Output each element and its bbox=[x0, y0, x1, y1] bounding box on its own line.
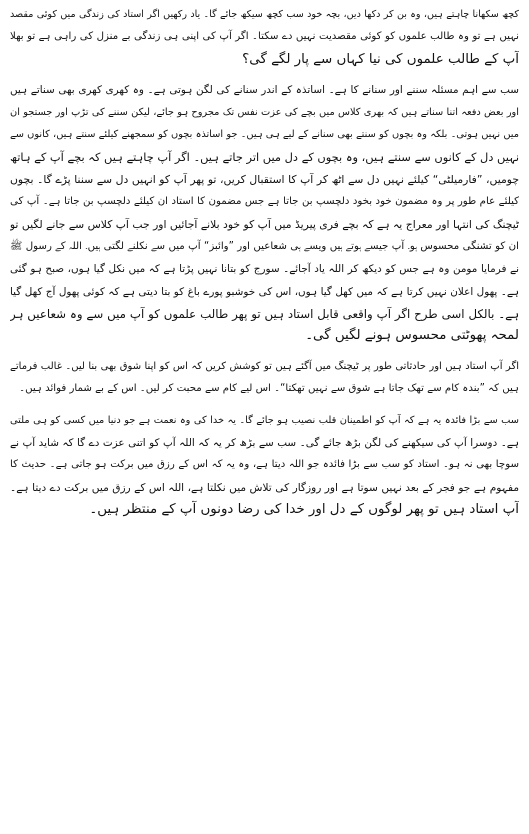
text-line: ان کو تشنگی محسوس ہو۔ آپ جیسے ہوتے ہیں ویسے ہی شعاعیں اور ”وائبز“ آپ میں سے نکلنے لگتی ہیں۔ اللہ کے رسول ﷺ bbox=[10, 240, 519, 252]
text-line: کیلئے عام طور پر وہ مضمون خود بخود دلچسپ بن جاتا ہے جس مضمون کا استاد ان کیلئے دلچسپ بن جاتا ہے۔ آپ کی bbox=[10, 196, 519, 208]
paragraph-1 bbox=[10, 4, 519, 71]
text-line: ہے۔ بالکل اسی طرح اگر آپ واقعی قابل استاد ہیں تو پھر طالب علموں کو آپ میں سے وہ شعاعیں ہر bbox=[10, 307, 519, 322]
text-line: نے فرمایا مومن وہ ہے جس کو دیکھ کر اللہ یاد آجائے۔ سورج کو بتانا نہیں پڑتا ہے کہ میں نکل گیا ہوں، صبح ہو گئی bbox=[10, 263, 519, 276]
text-line: سب سے اہم مسئلہ سننے اور سنانے کا ہے۔ اساتذہ کے اندر سنانے کی لگن ہوتی ہے۔ وہ کھری کھری بھی سناتے ہیں bbox=[10, 84, 519, 97]
text-line: کچھ سکھانا چاہتے ہیں، وہ بن کر دکھا دیں، بچہ خود سب کچھ سیکھ جائے گا۔ یاد رکھیں اگر استاد کی زندگی میں کوئی مقصد bbox=[10, 9, 519, 20]
text-line: لمحہ پھوٹتی محسوس ہونے لگیں گی۔ bbox=[305, 328, 519, 344]
text-line: میں نہیں ہوتی۔ بلکہ وہ بچوں کو سنتے بھی سنانے کے لیے ہی ہیں۔ جو اساتذہ بچوں کو سمجھنے کیلئے سنتے ہیں، کانوں سے bbox=[10, 128, 519, 140]
text-line: اگر آپ استاد ہیں اور حادثاتی طور پر ٹیچنگ میں آگئے ہیں تو کوشش کریں کہ اس کو اپنا شوق بھی بنا لیں۔ غالب فرماتے bbox=[10, 360, 519, 372]
text-line: چومیں، ”فارمیلٹی“ کیلئے نہیں دل سے اٹھ کر آپ کا استقبال کریں، تو پھر آپ کو انہیں دل سے سننا پڑے گا۔ بچوں bbox=[10, 172, 519, 186]
paragraph-2 bbox=[10, 79, 519, 348]
text-line: ہے۔ دوسرا آپ کی سیکھنے کی لگن بڑھ جائے گی۔ سب سے بڑھ کر یہ کہ اللہ آپ کو اتنی عزت دے گا کہ شاید آپ نے bbox=[10, 437, 519, 450]
text-line: مفہوم ہے جو فجر کے بعد نہیں سوتا ہے اور روزگار کی تلاش میں نکلتا ہے، اللہ اس کے رزق میں برکت دے دیتا ہے۔ bbox=[10, 481, 519, 494]
text-line: اور بعض دفعہ اتنا سناتے ہیں کہ بھری کلاس میں بچے کی عزت نفس تک مجروح ہو جائے، لیکن سننے کی تڑپ اور جستجو ان bbox=[10, 106, 519, 118]
text-line: سوچا بھی نہ ہو۔ استاد کو سب سے بڑا فائدہ جو اللہ دیتا ہے، وہ یہ کہ اس کے رزق میں برکت ہو جاتی ہے۔ حدیث کا bbox=[10, 459, 519, 471]
text-line: آپ استاد ہیں تو پھر لوگوں کے دل اور خدا کی رضا دونوں آپ کے منتظر ہیں۔ bbox=[89, 502, 519, 518]
paragraph-3 bbox=[10, 356, 519, 401]
text-line: ہیں کہ ”بندہ کام سے تھک جاتا ہے شوق سے نہیں تھکتا“۔ اس لیے کام سے محبت کر لیں۔ اس کے بے شمار فوائد ہیں۔ bbox=[19, 383, 519, 395]
text-line: نہیں ہے تو وہ طالب علموں کو کوئی مقصدیت نہیں دے سکتا۔ اگر آپ کی اپنی ہی زندگی بے منزل کی راہی ہے تو بھلا bbox=[10, 31, 519, 43]
text-line: ٹیچنگ کی انتہا اور معراج یہ ہے کہ بچے فری پیریڈ میں آپ کو خود بلانے آجائیں اور جب آپ کلاس سے جانے لگیں تو bbox=[10, 217, 519, 231]
text-line: سب سے بڑا فائدہ یہ ہے کہ آپ کو اطمینان قلب نصیب ہو جائے گا۔ یہ خدا کی وہ نعمت ہے جو دنیا میں کسی کو ہی ملتی bbox=[10, 414, 519, 426]
text-line: ہے۔ پھول اعلان نہیں کرتا ہے کہ میں کھل گیا ہوں، اس کی خوشبو پورے باغ کو بتا دیتی ہے کہ کوئی پھول آج کھل گیا bbox=[10, 285, 519, 298]
paragraph-4 bbox=[10, 410, 519, 522]
text-line: نہیں دل کے کانوں سے سنتے ہیں، وہ بچوں کے دل میں اتر جاتے ہیں۔ اگر آپ چاہتے ہیں کہ بچے آپ کے ہاتھ bbox=[10, 150, 519, 165]
text-line: آپ کے طالب علموں کی نیا کہاں سے پار لگے گی؟ bbox=[242, 51, 519, 67]
